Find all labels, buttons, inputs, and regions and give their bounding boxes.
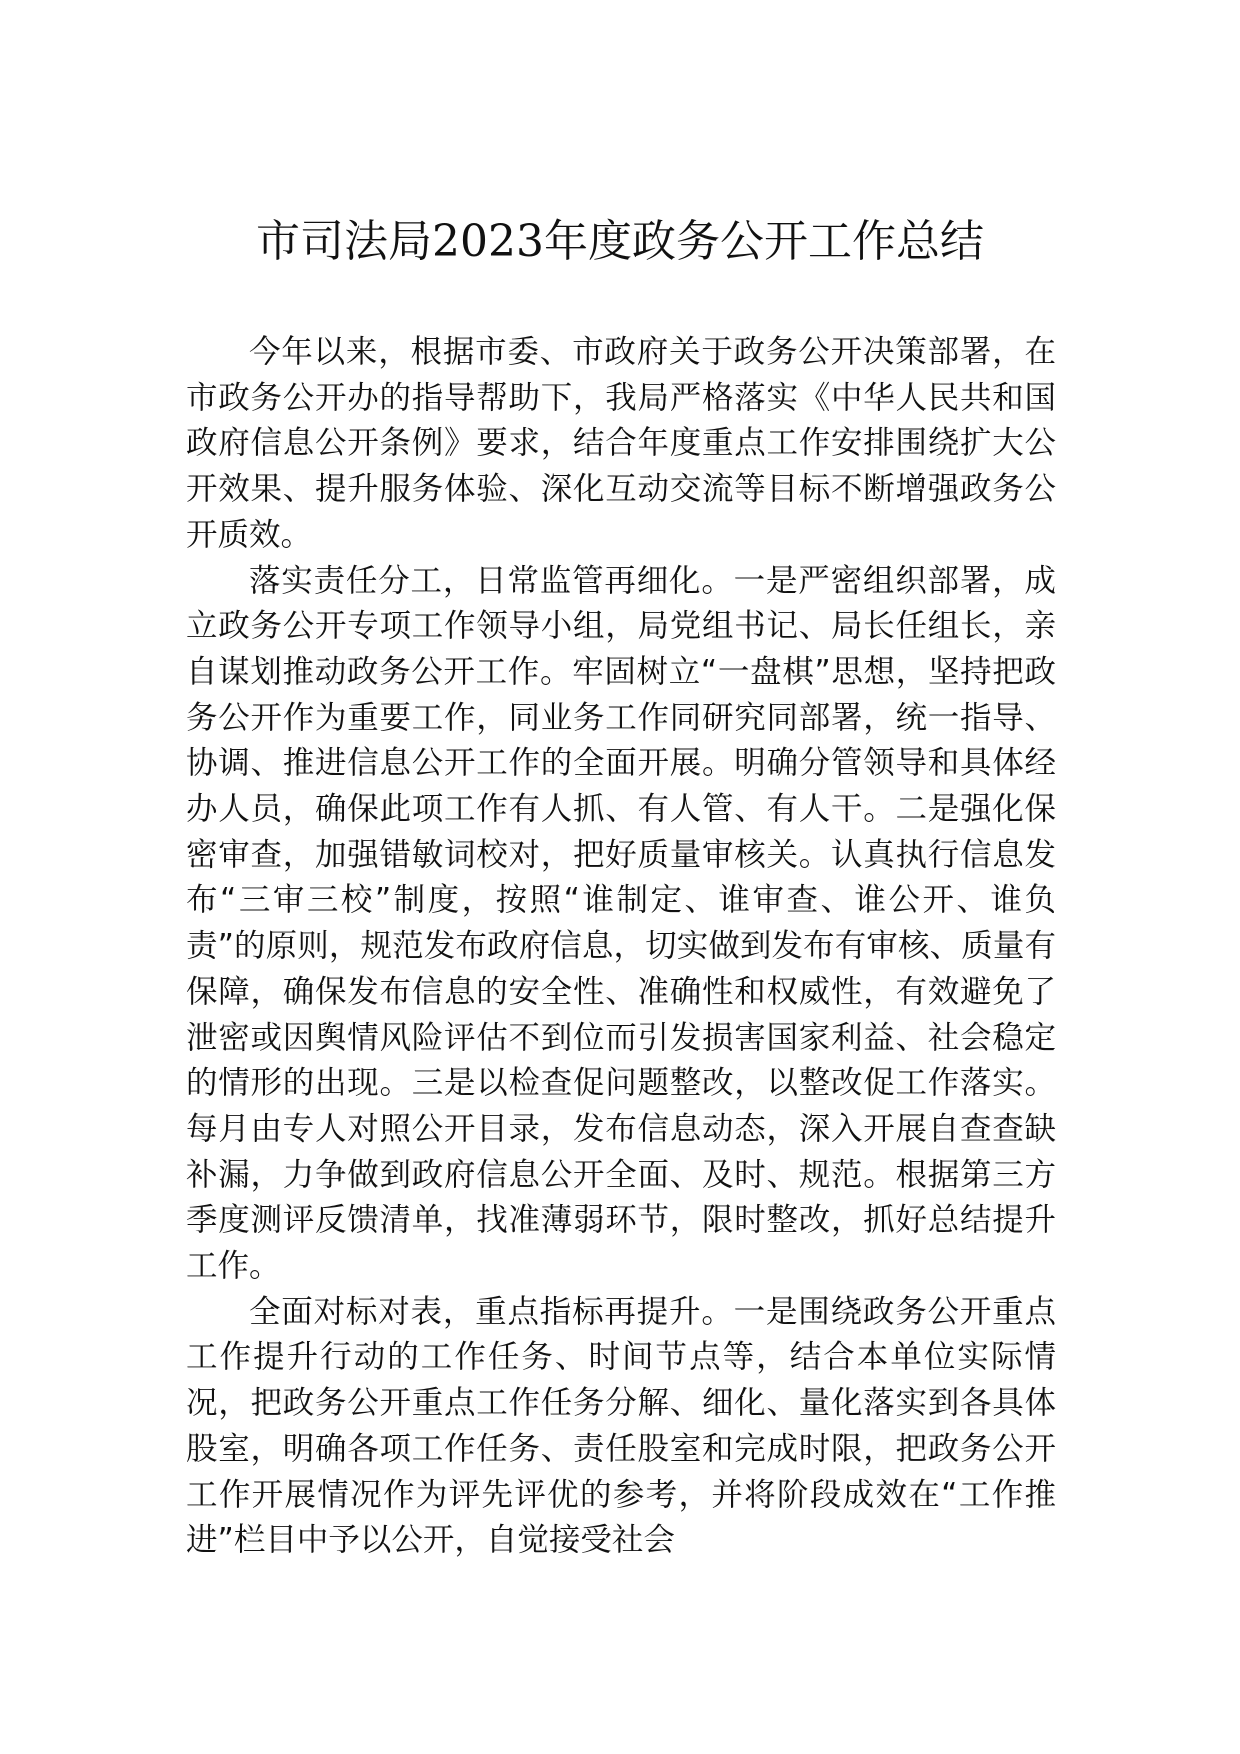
paragraph-heading: 全面对标对表，重点指标再提升。 — [249, 1293, 734, 1330]
paragraph-responsibility — [186, 559, 1056, 1290]
paragraph-benchmarking — [186, 1290, 1056, 1564]
paragraph-heading: 落实责任分工，日常监管再细化。 — [249, 562, 734, 599]
document-body — [186, 330, 1056, 1564]
paragraph-text: 今年以来，根据市委、市政府关于政务公开决策部署，在市政务公开办的指导帮助下，我局严格落实《中华人民共和国政府信息公开条例》要求，结合年度重点工作安排围绕扩大公开效果、提升服务体验、深化互动交流等目标不断增强政务公开质效。 — [186, 334, 1056, 553]
paragraph-text: 一是围绕政务公开重点工作提升行动的工作任务、时间节点等，结合本单位实际情况，把政务公开重点工作任务分解、细化、量化落实到各具体股室，明确各项工作任务、责任股室和完成时限，把政务公开工作开展情况作为评先评优的参考，并将阶段成效在“工作推进”栏目中予以公开，自觉接受社会 — [186, 1293, 1056, 1559]
document-title: 市司法局2023年度政务公开工作总结 — [256, 216, 984, 267]
paragraph-text: 一是严密组织部署，成立政务公开专项工作领导小组，局党组书记、局长任组长，亲自谋划推动政务公开工作。牢固树立“一盘棋”思想，坚持把政务公开作为重要工作，同业务工作同研究同部署，统一指导、协调、推进信息公开工作的全面开展。明确分管领导和具体经办人员，确保此项工作有人抓、有人管、有人干。二是强化保密审查，加强错敏词校对，把好质量审核关。认真执行信息发布“三审三校”制度，按照“谁制定、谁审查、谁公开、谁负责”的原则，规范发布政府信息，切实做到发布有审核、质量有保障，确保发布信息的安全性、准确性和权威性，有效避免了泄密或因舆情风险评估不到位而引发损害国家利益、社会稳定的情形的出现。三是以检查促问题整改，以整改促工作落实。每月由专人对照公开目录，发布信息动态，深入开展自查查缺补漏，力争做到政府信息公开全面、及时、规范。根据第三方季度测评反馈清单，找准薄弱环节，限时整改，抓好总结提升工作。 — [186, 562, 1056, 1285]
paragraph-intro — [186, 330, 1056, 559]
